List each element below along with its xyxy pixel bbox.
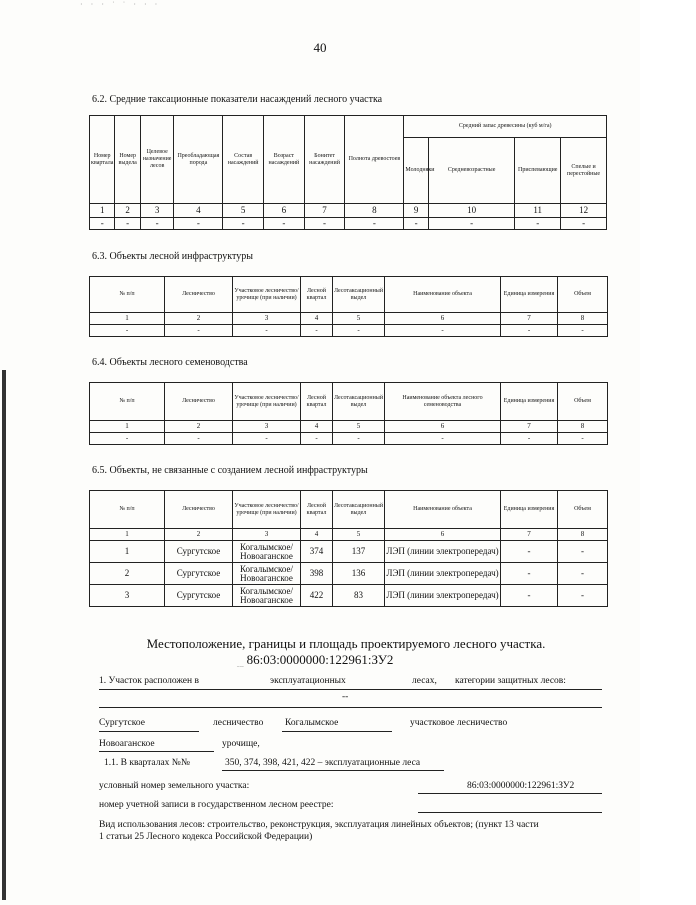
- vydel-cell: 137: [333, 541, 385, 563]
- number-cell: 7: [501, 529, 558, 541]
- cadastral-value: 86:03:0000000:122961:ЗУ2: [467, 781, 575, 791]
- scan-mark: ‒·‒: [237, 665, 244, 670]
- underline: [99, 751, 214, 752]
- number-cell: 9: [404, 204, 428, 218]
- header-cell: Лесотаксационный выдел: [333, 277, 385, 313]
- header-cell: Преобладающая порода: [174, 116, 223, 204]
- header-cell: Целевое назначение лесов: [140, 116, 174, 204]
- table-6-5: [89, 490, 608, 607]
- table-row: [90, 529, 608, 541]
- header-cell: Наименование объекта: [385, 277, 501, 313]
- header-cell: Участковое лесничество/урочище (при наличии): [233, 277, 301, 313]
- number-cell: 7: [501, 313, 558, 325]
- usage-line-1: Вид использования лесов: строительство, реконструкция, эксплуатация линейных объектов; (пункт 13 части: [99, 820, 539, 830]
- header-cell: Лесной квартал: [301, 383, 333, 421]
- table-row: [90, 325, 608, 337]
- section-6-4-title: 6.4. Объекты лесного семеноводства: [92, 357, 248, 368]
- volume-cell: -: [558, 563, 608, 585]
- empty-cell: -: [345, 218, 404, 230]
- empty-cell: -: [385, 433, 501, 445]
- header-cell: № п/п: [90, 383, 165, 421]
- header-cell: Участковое лесничество/урочище (при наличии): [233, 491, 301, 529]
- tract-value: Новоаганское: [99, 739, 155, 749]
- forestry-cell: Сургутское: [165, 563, 233, 585]
- header-cell: Бонитет насаждений: [304, 116, 345, 204]
- number-cell: 6: [264, 204, 305, 218]
- header-cell: Приспевающие: [515, 138, 561, 204]
- number-cell: 8: [558, 421, 608, 433]
- empty-cell: -: [90, 433, 165, 445]
- number-cell: 6: [385, 421, 501, 433]
- table-row: [90, 585, 608, 607]
- empty-cell: -: [515, 218, 561, 230]
- empty-cell: -: [174, 218, 223, 230]
- subforestry-value: Когалымское: [285, 718, 339, 728]
- empty-cell: -: [333, 325, 385, 337]
- header-cell: Наименование объекта лесного семеноводства: [385, 383, 501, 421]
- header-cell: Лесной квартал: [301, 277, 333, 313]
- volume-cell: -: [558, 585, 608, 607]
- vydel-cell: 83: [333, 585, 385, 607]
- location-title: Местоположение, границы и площадь проектируемого лесного участка.: [146, 636, 546, 651]
- table-6-4: [89, 382, 608, 445]
- empty-cell: -: [223, 218, 264, 230]
- number-cell: 4: [174, 204, 223, 218]
- number-cell: 11: [515, 204, 561, 218]
- empty-cell: -: [140, 218, 174, 230]
- underline: [418, 812, 602, 813]
- empty-cell: -: [233, 433, 301, 445]
- header-cell: Объем: [558, 491, 608, 529]
- subforestry-label: участковое лесничество: [410, 718, 508, 728]
- empty-cell: -: [301, 433, 333, 445]
- quarters-value: 350, 374, 398, 421, 422 – эксплуатационные леса: [225, 758, 421, 768]
- empty-cell: -: [501, 325, 558, 337]
- empty-cell: -: [385, 325, 501, 337]
- empty-cell: -: [165, 433, 233, 445]
- header-cell: Лесной квартал: [301, 491, 333, 529]
- number-cell: 2: [165, 529, 233, 541]
- header-cell: Полнота древостоев: [345, 116, 404, 204]
- vydel-cell: 136: [333, 563, 385, 585]
- number-cell: 2: [115, 204, 140, 218]
- object-cell: ЛЭП (линии электропередач): [385, 563, 501, 585]
- empty-cell: -: [115, 218, 140, 230]
- header-cell: Лесничество: [165, 491, 233, 529]
- number-cell: 5: [223, 204, 264, 218]
- underline: [282, 731, 392, 732]
- number-cell: 5: [333, 421, 385, 433]
- row-number: 1: [90, 541, 165, 563]
- volume-cell: -: [558, 541, 608, 563]
- location-cadastral-title: 86:03:0000000:122961:ЗУ2: [246, 652, 394, 667]
- empty-cell: -: [90, 218, 115, 230]
- quarter-cell: 374: [301, 541, 333, 563]
- empty-cell: -: [233, 325, 301, 337]
- table-row: [90, 563, 608, 585]
- table-row: [90, 433, 608, 445]
- table-6-2: [89, 115, 607, 230]
- number-cell: 8: [558, 529, 608, 541]
- header-cell: Объем: [558, 383, 608, 421]
- underline: [99, 731, 199, 732]
- number-cell: 1: [90, 313, 165, 325]
- object-cell: ЛЭП (линии электропередач): [385, 585, 501, 607]
- object-cell: ЛЭП (линии электропередач): [385, 541, 501, 563]
- header-cell: Состав насаждений: [223, 116, 264, 204]
- header-cell: Молодняки: [404, 138, 428, 204]
- header-cell: Участковое лесничество/урочище (при наличии): [233, 383, 301, 421]
- number-cell: 6: [385, 529, 501, 541]
- header-cell: Средневозрастные: [428, 138, 515, 204]
- section-6-5-title: 6.5. Объекты, не связанные с созданием лесной инфраструктуры: [92, 465, 368, 476]
- cadastral-label: условный номер земельного участка:: [99, 781, 250, 791]
- underline: [418, 793, 602, 794]
- number-cell: 3: [140, 204, 174, 218]
- page-number: 40: [313, 40, 327, 55]
- number-cell: 1: [90, 204, 115, 218]
- underline: [222, 770, 444, 771]
- number-cell: 8: [558, 313, 608, 325]
- number-cell: 3: [233, 421, 301, 433]
- number-cell: 6: [385, 313, 501, 325]
- table-row: [90, 421, 608, 433]
- quarter-cell: 398: [301, 563, 333, 585]
- table-row: [90, 204, 607, 218]
- empty-cell: -: [428, 218, 515, 230]
- number-cell: 5: [333, 313, 385, 325]
- unit-cell: -: [501, 585, 558, 607]
- empty-cell: -: [90, 325, 165, 337]
- tract-label: урочище,: [222, 739, 260, 749]
- header-cell: Объем: [558, 277, 608, 313]
- header-cell: Лесничество: [165, 277, 233, 313]
- empty-cell: -: [301, 325, 333, 337]
- table-row: [90, 218, 607, 230]
- underline: [99, 707, 602, 708]
- forestry-label: лесничество: [213, 718, 264, 728]
- number-cell: 3: [233, 313, 301, 325]
- number-cell: 7: [304, 204, 345, 218]
- number-cell: 10: [428, 204, 515, 218]
- section-6-2-title: 6.2. Средние таксационные показатели насаждений лесного участка: [92, 94, 383, 105]
- subforestry-cell: Когалымское/ Новоаганское: [233, 541, 301, 563]
- row-number: 2: [90, 563, 165, 585]
- subforestry-cell: Когалымское/ Новоаганское: [233, 585, 301, 607]
- scan-edge-mark: [2, 370, 6, 900]
- empty-cell: -: [165, 325, 233, 337]
- number-cell: 8: [345, 204, 404, 218]
- number-cell: 4: [301, 313, 333, 325]
- number-cell: 7: [501, 421, 558, 433]
- forestry-value: Сургутское: [99, 718, 145, 728]
- number-cell: 4: [301, 529, 333, 541]
- row-number: 3: [90, 585, 165, 607]
- registry-label: номер учетной записи в государственном лесном реестре:: [99, 800, 334, 810]
- header-cell: Наименование объекта: [385, 491, 501, 529]
- subforestry-cell: Когалымское/ Новоаганское: [233, 563, 301, 585]
- number-cell: 1: [90, 421, 165, 433]
- empty-cell: -: [333, 433, 385, 445]
- header-cell: Номер выдела: [115, 116, 140, 204]
- number-cell: 4: [301, 421, 333, 433]
- number-cell: 2: [165, 313, 233, 325]
- empty-cell: -: [501, 433, 558, 445]
- forestry-cell: Сургутское: [165, 541, 233, 563]
- quarters-label: 1.1. В кварталах №№: [104, 758, 190, 768]
- forest-type-suffix: лесах,: [412, 676, 437, 686]
- table-row: [90, 313, 608, 325]
- forestry-cell: Сургутское: [165, 585, 233, 607]
- empty-cell: -: [558, 433, 608, 445]
- empty-cell: -: [561, 218, 607, 230]
- number-cell: 3: [233, 529, 301, 541]
- number-cell: 5: [333, 529, 385, 541]
- protective-category-label: категории защитных лесов:: [455, 676, 566, 686]
- header-cell: Лесотаксационный выдел: [333, 383, 385, 421]
- usage-line-2: 1 статьи 25 Лесного кодекса Российской Федерации): [99, 832, 313, 842]
- empty-cell: -: [404, 218, 428, 230]
- empty-cell: -: [264, 218, 305, 230]
- header-cell: Единица измерения: [501, 277, 558, 313]
- protective-category-value: --: [342, 692, 349, 702]
- header-cell: Единица измерения: [501, 383, 558, 421]
- empty-cell: -: [304, 218, 345, 230]
- number-cell: 1: [90, 529, 165, 541]
- header-cell: Лесотаксационный выдел: [333, 491, 385, 529]
- section-6-3-title: 6.3. Объекты лесной инфраструктуры: [92, 251, 253, 262]
- number-cell: 2: [165, 421, 233, 433]
- number-cell: 12: [561, 204, 607, 218]
- header-cell: № п/п: [90, 491, 165, 529]
- header-cell: Возраст насаждений: [264, 116, 305, 204]
- table-6-3: [89, 276, 608, 337]
- header-cell: Спелые и перестойные: [561, 138, 607, 204]
- empty-cell: -: [558, 325, 608, 337]
- header-group-cell: Средний запас древесины (куб м/га): [404, 116, 607, 138]
- table-row: [90, 541, 608, 563]
- header-cell: № п/п: [90, 277, 165, 313]
- unit-cell: -: [501, 541, 558, 563]
- underline: [99, 689, 602, 690]
- location-line-1-label: 1. Участок расположен в: [99, 676, 199, 686]
- header-cell: Лесничество: [165, 383, 233, 421]
- scan-noise-top: · · · ˙ ˙ · · ·: [80, 0, 161, 9]
- header-cell: Единица измерения: [501, 491, 558, 529]
- unit-cell: -: [501, 563, 558, 585]
- quarter-cell: 422: [301, 585, 333, 607]
- header-cell: Номер квартала: [90, 116, 115, 204]
- forest-type-value: эксплуатационных: [270, 676, 346, 686]
